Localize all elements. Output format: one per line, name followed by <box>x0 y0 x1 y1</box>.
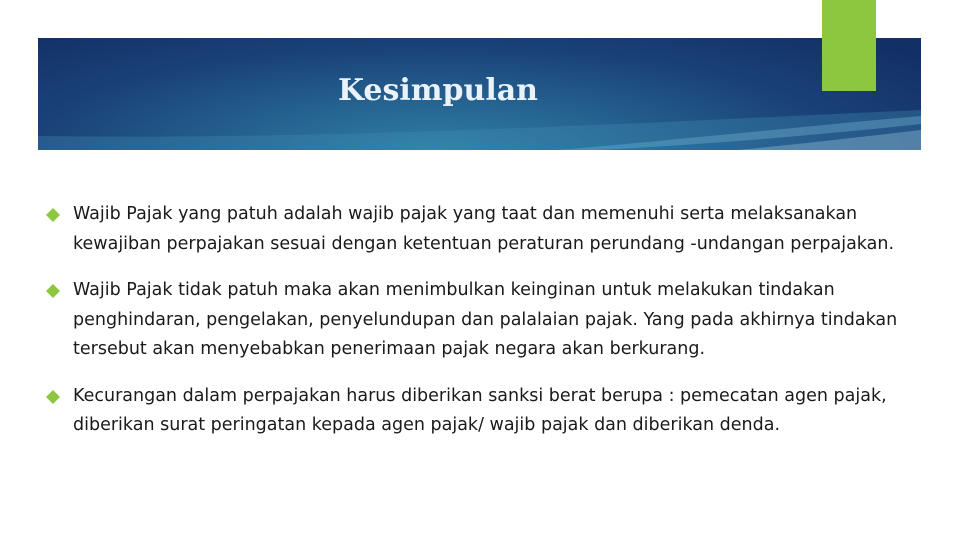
bullet-item <box>46 382 916 441</box>
diamond-icon <box>46 284 60 298</box>
bullet-item <box>46 200 916 259</box>
bullet-list <box>46 200 916 441</box>
diamond-icon <box>46 208 60 222</box>
bullet-text: Wajib Pajak tidak patuh maka akan menimbulkan keinginan untuk melakukan tindakan penghindaran, pengelakan, penyelundupan dan palalaian pajak. Yang pada akhirnya tindakan tersebut akan menyebabkan penerimaan pajak negara akan berkurang. <box>73 280 898 359</box>
diamond-icon <box>46 390 60 404</box>
slide-title: Kesimpulan <box>338 73 538 108</box>
bullet-text: Wajib Pajak yang patuh adalah wajib pajak yang taat dan memenuhi serta melaksanakan kewajiban perpajakan sesuai dengan ketentuan peraturan perundang -undangan perpajakan. <box>73 204 895 254</box>
bullet-text: Kecurangan dalam perpajakan harus diberikan sanksi berat berupa : pemecatan agen pajak, diberikan surat peringatan kepada agen pajak/ wajib pajak dan diberikan denda. <box>73 385 887 435</box>
bullet-item <box>46 276 916 365</box>
title-row <box>0 73 960 113</box>
